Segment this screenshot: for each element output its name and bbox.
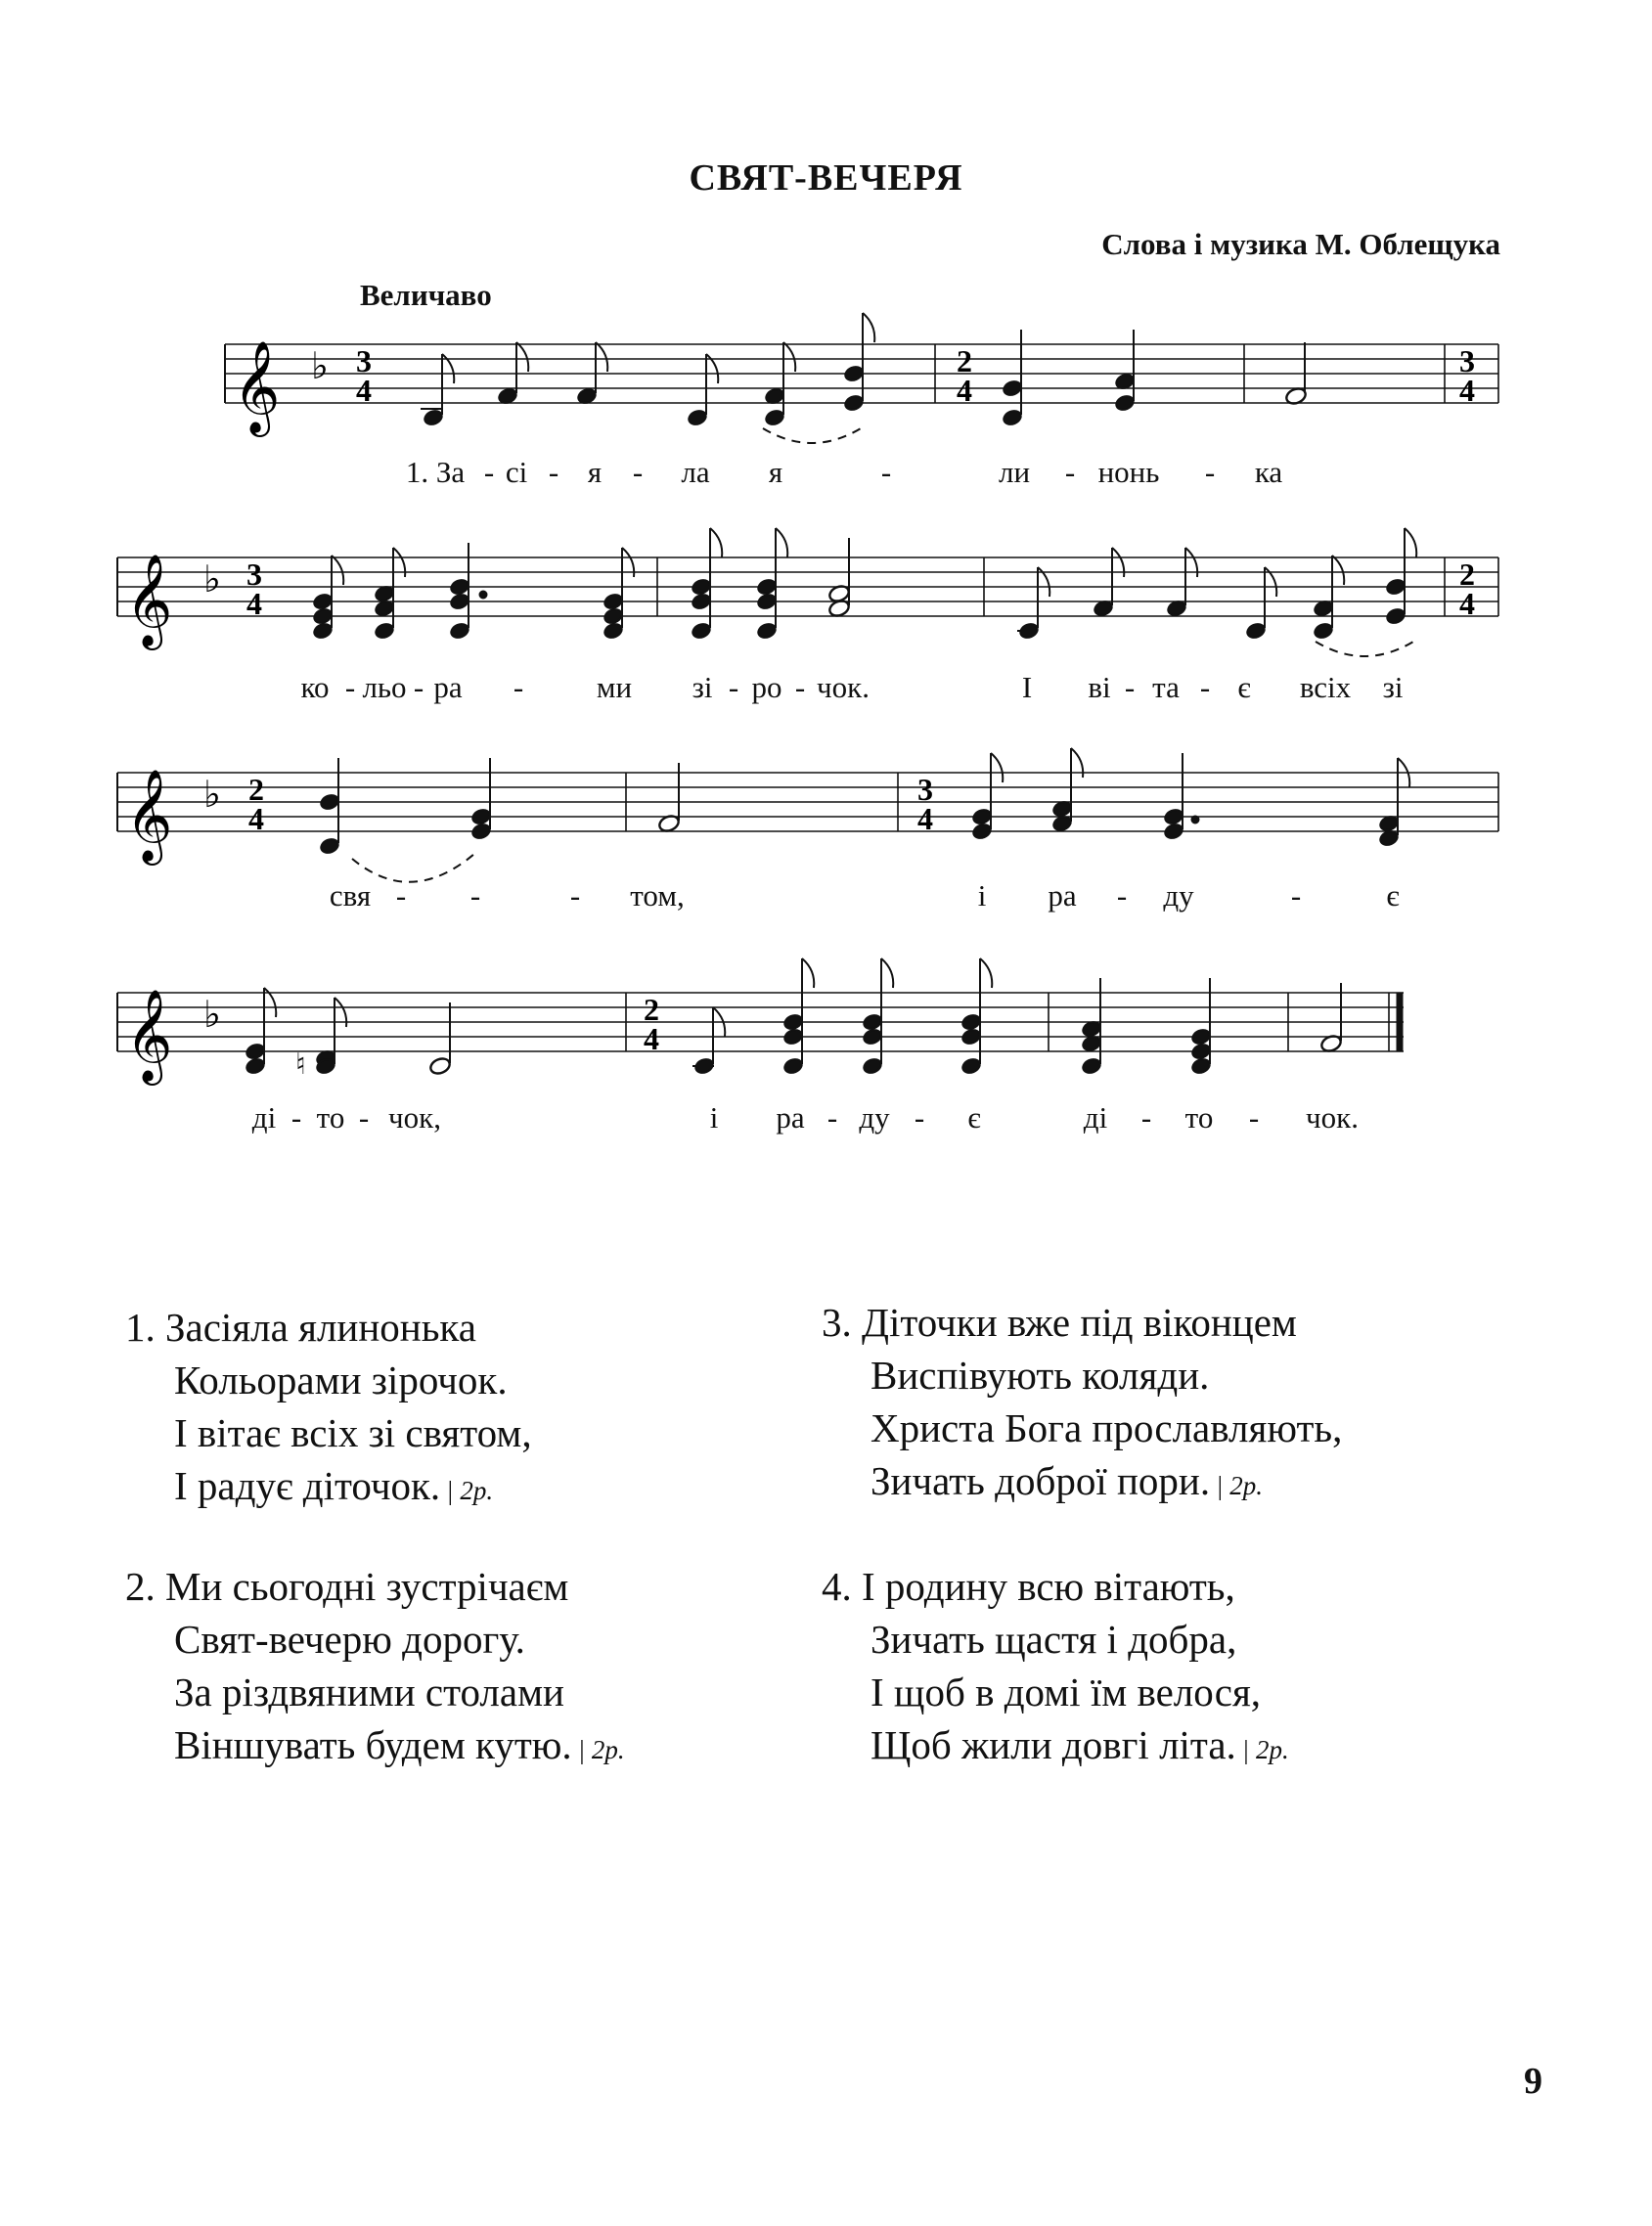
stanza-line: За різдвяними столами <box>174 1670 564 1714</box>
lyric-syllable: нонь <box>1097 455 1160 489</box>
lyric-syllable: ді <box>1083 1100 1108 1135</box>
lyric-syllable: я <box>587 455 603 489</box>
flat-icon: ♭ <box>203 773 221 816</box>
lyric-syllable: свя <box>329 878 372 913</box>
stanza-line: Зичать доброї пори. <box>871 1458 1211 1503</box>
lyrics-row-3 <box>0 878 1652 917</box>
stanza-line: І радує діточок. <box>174 1463 441 1508</box>
svg-text:4: 4 <box>248 801 264 836</box>
lyric-syllable: ві <box>1088 670 1111 704</box>
natural-icon: ♮ <box>295 1047 306 1082</box>
lyric-syllable: - <box>1116 878 1128 913</box>
lyrics-row-4 <box>0 1100 1652 1139</box>
svg-text:4: 4 <box>1459 586 1475 621</box>
lyric-syllable: ко <box>300 670 330 704</box>
lyric-syllable: - <box>1064 455 1076 489</box>
svg-text:2: 2 <box>644 992 659 1027</box>
notes-system-4 <box>245 958 1343 1082</box>
stanza-line: Христа Бога прославляють, <box>871 1405 1343 1450</box>
svg-text:3: 3 <box>917 772 933 807</box>
lyric-syllable: - <box>469 878 481 913</box>
lyric-syllable: - <box>569 878 581 913</box>
repeat-marker: | 2р. <box>577 1735 625 1764</box>
lyric-syllable: - <box>1140 1100 1152 1135</box>
notes-system-3 <box>319 748 1409 882</box>
lyric-syllable: є <box>1386 878 1400 913</box>
lyric-syllable: - <box>880 455 892 489</box>
stanza-3 <box>822 1296 1342 1512</box>
lyric-syllable: - <box>358 1100 370 1135</box>
treble-clef-icon: 𝄞 <box>233 340 281 433</box>
tempo-marking: Величаво <box>360 278 492 312</box>
lyric-syllable: ми <box>596 670 633 704</box>
lyric-syllable: ду <box>1163 878 1194 913</box>
stanza-line: Виспівують коляди. <box>871 1353 1210 1398</box>
svg-text:2: 2 <box>248 772 264 807</box>
svg-text:4: 4 <box>917 801 933 836</box>
lyric-syllable: ро <box>751 670 782 704</box>
lyric-syllable: - <box>826 1100 838 1135</box>
lyric-syllable: ла <box>681 455 710 489</box>
lyric-syllable: - <box>344 670 356 704</box>
lyric-syllable: ка <box>1254 455 1283 489</box>
time-signature-3-4 <box>356 343 372 408</box>
lyric-syllable: зі <box>1382 670 1404 704</box>
stanza-line: І родину всю вітають, <box>862 1564 1235 1609</box>
stanza-line: Засіяла ялинонька <box>165 1305 476 1350</box>
repeat-marker: | 2р. <box>446 1476 494 1505</box>
lyric-syllable: льо <box>362 670 407 704</box>
stanza-number: 3. <box>822 1300 852 1345</box>
flat-icon: ♭ <box>311 344 329 387</box>
lyric-syllable: ра <box>1048 878 1077 913</box>
lyric-syllable: я <box>768 455 783 489</box>
time-signature-2-4 <box>1459 556 1475 621</box>
lyric-syllable: - <box>632 455 644 489</box>
lyric-syllable: зі <box>692 670 713 704</box>
svg-text:3: 3 <box>356 343 372 378</box>
lyric-syllable: всіх <box>1299 670 1352 704</box>
stanza-2 <box>125 1560 625 1776</box>
lyric-syllable: - <box>513 670 524 704</box>
lyric-syllable: чок, <box>388 1100 441 1135</box>
lyric-syllable: - <box>1204 455 1216 489</box>
lyric-syllable: - <box>728 670 739 704</box>
treble-clef-icon: 𝄞 <box>125 554 173 646</box>
lyric-syllable: то <box>316 1100 345 1135</box>
treble-clef-icon: 𝄞 <box>125 989 173 1082</box>
treble-clef-icon: 𝄞 <box>125 769 173 862</box>
lyric-syllable: сі <box>505 455 528 489</box>
time-signature-3-4 <box>246 556 262 621</box>
lyric-syllable: І <box>1021 670 1033 704</box>
stanza-line: Щоб жили довгі літа. <box>871 1722 1236 1767</box>
time-signature-2-4 <box>644 992 659 1056</box>
stanza-number: 4. <box>822 1564 852 1609</box>
svg-text:4: 4 <box>356 373 372 408</box>
svg-text:4: 4 <box>957 373 972 408</box>
stanza-line: І щоб в домі їм велося, <box>871 1670 1262 1714</box>
lyric-syllable: та <box>1152 670 1180 704</box>
song-credits: Слова і музика М. Облещука <box>1101 227 1500 261</box>
repeat-marker: | 2р. <box>1216 1471 1264 1500</box>
lyric-syllable: - <box>483 455 495 489</box>
repeat-marker: | 2р. <box>1241 1735 1289 1764</box>
flat-icon: ♭ <box>203 557 221 601</box>
lyric-syllable: - <box>1290 878 1302 913</box>
stanza-line: Ми сьогодні зустрічаєм <box>165 1564 569 1609</box>
svg-text:4: 4 <box>1459 373 1475 408</box>
lyric-syllable: - <box>290 1100 302 1135</box>
stanza-number: 1. <box>125 1305 156 1350</box>
stanza-1 <box>125 1301 532 1517</box>
song-title: СВЯТ-ВЕЧЕРЯ <box>689 157 963 199</box>
stanza-4 <box>822 1560 1289 1776</box>
lyric-syllable: - <box>395 878 407 913</box>
svg-text:3: 3 <box>246 556 262 592</box>
lyric-syllable: - <box>1199 670 1211 704</box>
lyric-syllable: - <box>413 670 424 704</box>
notes-system-1 <box>421 313 1308 443</box>
lyric-syllable: ли <box>998 455 1031 489</box>
stanza-line: І вітає всіх зі святом, <box>174 1410 532 1455</box>
svg-text:2: 2 <box>957 343 972 378</box>
lyric-syllable: - <box>548 455 559 489</box>
notes-system-2 <box>312 528 1416 656</box>
lyric-syllable: - <box>794 670 806 704</box>
lyrics-row-1 <box>0 455 1652 494</box>
svg-text:4: 4 <box>246 586 262 621</box>
time-signature-3-4 <box>1459 343 1475 408</box>
flat-icon: ♭ <box>203 993 221 1036</box>
stanza-line: Діточки вже під віконцем <box>862 1300 1297 1345</box>
lyric-syllable: ра <box>433 670 463 704</box>
stanza-line: Свят-вечерю дорогу. <box>174 1617 525 1662</box>
page-number: 9 <box>1524 2061 1542 2102</box>
lyric-syllable: то <box>1184 1100 1214 1135</box>
lyric-syllable: 1. За <box>405 455 466 489</box>
lyric-syllable: - <box>1248 1100 1260 1135</box>
svg-text:4: 4 <box>644 1021 659 1056</box>
lyrics-row-2 <box>0 670 1652 709</box>
time-signature-3-4 <box>917 772 933 836</box>
svg-text:3: 3 <box>1459 343 1475 378</box>
lyric-syllable: чок. <box>817 670 870 704</box>
stanza-line: Зичать щастя і добра, <box>871 1617 1237 1662</box>
lyric-syllable: том, <box>630 878 685 913</box>
lyric-syllable: - <box>914 1100 925 1135</box>
svg-text:2: 2 <box>1459 556 1475 592</box>
stanza-line: Віншувать будем кутю. <box>174 1722 572 1767</box>
lyric-syllable: є <box>1237 670 1251 704</box>
stanza-line: Кольорами зірочок. <box>174 1358 508 1402</box>
lyric-syllable: - <box>1124 670 1136 704</box>
lyric-syllable: ра <box>776 1100 805 1135</box>
lyric-syllable: і <box>977 878 987 913</box>
lyric-syllable: чок. <box>1306 1100 1359 1135</box>
lyric-syllable: є <box>967 1100 981 1135</box>
stanza-number: 2. <box>125 1564 156 1609</box>
lyric-syllable: і <box>709 1100 719 1135</box>
lyric-syllable: ді <box>251 1100 277 1135</box>
time-signature-2-4 <box>957 343 972 408</box>
lyric-syllable: ду <box>859 1100 890 1135</box>
time-signature-2-4 <box>248 772 264 836</box>
